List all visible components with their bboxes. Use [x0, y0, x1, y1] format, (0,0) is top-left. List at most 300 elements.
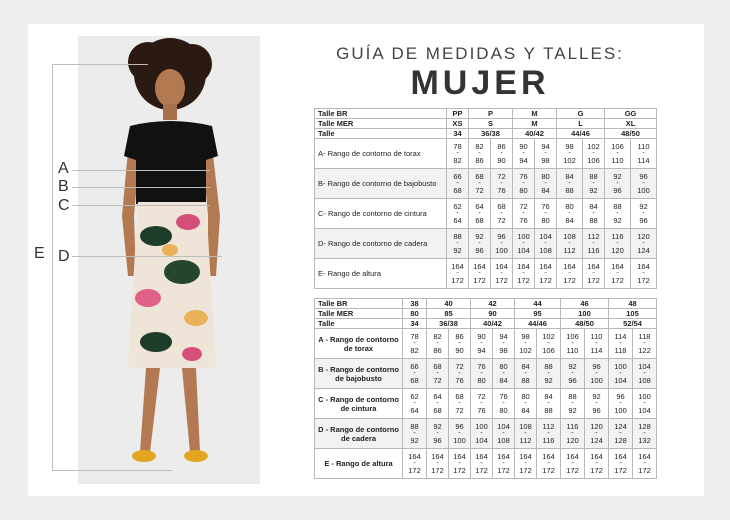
- range-min: 164: [519, 451, 532, 461]
- range-max: 72: [433, 375, 442, 385]
- range-separator: -: [478, 269, 481, 277]
- range-separator: -: [619, 339, 622, 347]
- range-max: 86: [433, 345, 442, 355]
- range-max: 172: [638, 465, 651, 475]
- range-min: 164: [563, 261, 576, 271]
- measure-range-cell: [471, 389, 493, 419]
- measure-range-cell: [609, 329, 633, 359]
- measure-range-cell: [491, 199, 513, 229]
- measure-range-cell: [585, 329, 609, 359]
- measure-row-label: E - Rango de altura: [315, 449, 403, 479]
- size-header-cell: 40/42: [513, 129, 557, 139]
- range-separator: -: [571, 459, 574, 467]
- range-separator: -: [616, 209, 619, 217]
- range-max: 84: [565, 215, 574, 225]
- range-separator: -: [522, 239, 525, 247]
- range-min: 66: [410, 361, 419, 371]
- range-max: 172: [451, 275, 464, 285]
- range-separator: -: [478, 179, 481, 187]
- range-separator: -: [500, 269, 503, 277]
- range-separator: -: [592, 179, 595, 187]
- range-max: 172: [473, 275, 486, 285]
- range-separator: -: [436, 369, 439, 377]
- range-separator: -: [522, 269, 525, 277]
- size-header-cell: 85: [427, 309, 471, 319]
- range-separator: -: [571, 429, 574, 437]
- model-photo: [78, 36, 260, 484]
- range-separator: -: [544, 239, 547, 247]
- measure-range-cell: [557, 139, 583, 169]
- measure-range-cell: [515, 329, 537, 359]
- range-separator: -: [478, 149, 481, 157]
- measure-range-cell: [471, 329, 493, 359]
- measure-range-cell: [561, 419, 585, 449]
- range-min: 96: [592, 361, 601, 371]
- range-max: 112: [519, 435, 532, 445]
- size-header-cell: 36/38: [427, 319, 471, 329]
- range-separator: -: [458, 369, 461, 377]
- range-min: 80: [541, 171, 550, 181]
- measure-row-label: A- Rango de contorno de torax: [315, 139, 447, 169]
- range-min: 84: [589, 201, 598, 211]
- measure-row: [315, 359, 657, 389]
- range-min: 88: [544, 361, 553, 371]
- range-max: 68: [453, 185, 462, 195]
- measure-range-cell: [513, 229, 535, 259]
- measure-range-cell: [427, 359, 449, 389]
- measure-range-cell: [535, 229, 557, 259]
- range-separator: -: [458, 459, 461, 467]
- measure-row: [315, 449, 657, 479]
- range-min: 164: [408, 451, 421, 461]
- measure-range-cell: [449, 329, 471, 359]
- guide-bracket-vertical: [52, 64, 53, 470]
- measure-label-d: D: [58, 248, 70, 265]
- measure-range-cell: [561, 449, 585, 479]
- measure-range-cell: [491, 139, 513, 169]
- range-separator: -: [568, 149, 571, 157]
- size-header-cell: 42: [471, 299, 515, 309]
- range-separator: -: [592, 209, 595, 217]
- header-label: Talle MER: [315, 119, 447, 129]
- size-header-cell: 46: [561, 299, 609, 309]
- range-max: 172: [611, 275, 624, 285]
- range-separator: -: [524, 369, 527, 377]
- measure-range-cell: [585, 449, 609, 479]
- measure-range-cell: [583, 169, 605, 199]
- range-min: 84: [521, 361, 530, 371]
- measure-row: [315, 169, 657, 199]
- range-max: 172: [408, 465, 421, 475]
- measure-range-cell: [633, 419, 657, 449]
- guide-line-c: [72, 205, 210, 206]
- range-max: 96: [592, 405, 601, 415]
- range-max: 100: [590, 375, 603, 385]
- measure-range-cell: [631, 259, 657, 289]
- measure-range-cell: [557, 169, 583, 199]
- range-max: 172: [539, 275, 552, 285]
- range-separator: -: [544, 179, 547, 187]
- measure-label-c: C: [58, 197, 70, 214]
- range-separator: -: [616, 269, 619, 277]
- measure-range-cell: [447, 169, 469, 199]
- size-header-cell: 48: [609, 299, 657, 309]
- range-max: 84: [521, 405, 530, 415]
- range-separator: -: [500, 149, 503, 157]
- range-max: 122: [638, 345, 651, 355]
- range-min: 86: [497, 141, 506, 151]
- range-min: 90: [477, 331, 486, 341]
- range-max: 172: [614, 465, 627, 475]
- range-separator: -: [568, 179, 571, 187]
- guide-bracket-top: [52, 64, 148, 65]
- guide-line-d: [72, 256, 222, 257]
- size-header-cell: 40: [427, 299, 471, 309]
- range-max: 90: [497, 155, 506, 165]
- range-separator: -: [544, 269, 547, 277]
- range-min: 124: [614, 421, 627, 431]
- measure-range-cell: [449, 359, 471, 389]
- range-max: 98: [499, 345, 508, 355]
- range-min: 108: [519, 421, 532, 431]
- size-header-cell: L: [557, 119, 605, 129]
- range-max: 90: [455, 345, 464, 355]
- range-max: 172: [517, 275, 530, 285]
- size-header-cell: 36/38: [469, 129, 513, 139]
- range-separator: -: [413, 459, 416, 467]
- range-max: 96: [568, 375, 577, 385]
- measure-range-cell: [537, 389, 561, 419]
- measure-range-cell: [633, 449, 657, 479]
- range-separator: -: [642, 179, 645, 187]
- header-label: Talle BR: [315, 109, 447, 119]
- range-min: 100: [517, 231, 530, 241]
- range-separator: -: [456, 269, 459, 277]
- range-max: 64: [453, 215, 462, 225]
- measure-range-cell: [403, 449, 427, 479]
- range-min: 164: [473, 261, 486, 271]
- measure-range-cell: [535, 169, 557, 199]
- size-header-cell: 52/54: [609, 319, 657, 329]
- measure-range-cell: [631, 229, 657, 259]
- guide-line-a: [72, 170, 210, 171]
- measure-range-cell: [469, 199, 491, 229]
- range-max: 76: [519, 215, 528, 225]
- range-min: 84: [544, 391, 553, 401]
- range-max: 172: [566, 465, 579, 475]
- range-min: 98: [565, 141, 574, 151]
- range-min: 96: [616, 391, 625, 401]
- range-max: 172: [431, 465, 444, 475]
- size-header-cell: 48/50: [561, 319, 609, 329]
- measure-range-cell: [633, 389, 657, 419]
- range-min: 102: [542, 331, 555, 341]
- measure-row: [315, 419, 657, 449]
- range-min: 88: [453, 231, 462, 241]
- range-min: 62: [453, 201, 462, 211]
- range-separator: -: [592, 239, 595, 247]
- range-max: 88: [521, 375, 530, 385]
- range-max: 172: [563, 275, 576, 285]
- range-separator: -: [619, 399, 622, 407]
- range-min: 106: [611, 141, 624, 151]
- range-min: 128: [638, 421, 651, 431]
- range-max: 80: [541, 215, 550, 225]
- range-min: 164: [451, 261, 464, 271]
- measure-range-cell: [557, 259, 583, 289]
- range-min: 78: [453, 141, 462, 151]
- measure-row: [315, 259, 657, 289]
- size-header-cell: M: [513, 109, 557, 119]
- measure-range-cell: [605, 229, 631, 259]
- measure-row-label: E- Rango de altura: [315, 259, 447, 289]
- range-separator: -: [502, 369, 505, 377]
- range-max: 172: [519, 465, 532, 475]
- measure-range-cell: [537, 359, 561, 389]
- range-max: 80: [519, 185, 528, 195]
- measure-range-cell: [491, 169, 513, 199]
- measure-range-cell: [449, 449, 471, 479]
- range-separator: -: [480, 339, 483, 347]
- range-min: 88: [589, 171, 598, 181]
- range-separator: -: [642, 209, 645, 217]
- measure-range-cell: [493, 329, 515, 359]
- range-max: 86: [475, 155, 484, 165]
- measure-range-cell: [427, 329, 449, 359]
- range-max: 172: [453, 465, 466, 475]
- range-min: 64: [475, 201, 484, 211]
- range-max: 172: [497, 465, 510, 475]
- range-min: 88: [410, 421, 419, 431]
- header-row-talle: [315, 319, 657, 329]
- range-min: 114: [614, 331, 627, 341]
- range-min: 88: [613, 201, 622, 211]
- measure-range-cell: [605, 199, 631, 229]
- range-separator: -: [643, 459, 646, 467]
- range-max: 100: [453, 435, 466, 445]
- range-min: 76: [541, 201, 550, 211]
- range-separator: -: [642, 239, 645, 247]
- range-min: 62: [410, 391, 419, 401]
- range-min: 80: [565, 201, 574, 211]
- range-min: 92: [613, 171, 622, 181]
- range-max: 116: [587, 245, 600, 255]
- range-max: 84: [499, 375, 508, 385]
- measure-range-cell: [403, 359, 427, 389]
- measure-range-cell: [403, 419, 427, 449]
- range-max: 104: [517, 245, 530, 255]
- range-separator: -: [458, 399, 461, 407]
- range-separator: -: [595, 399, 598, 407]
- measure-range-cell: [469, 169, 491, 199]
- measure-row-label: B - Rango de contorno de bajobusto: [315, 359, 403, 389]
- range-separator: -: [436, 339, 439, 347]
- size-header-cell: 95: [515, 309, 561, 319]
- range-max: 84: [541, 185, 550, 195]
- measure-row-label: A - Rango de contorno de torax: [315, 329, 403, 359]
- range-min: 90: [519, 141, 528, 151]
- range-separator: -: [522, 179, 525, 187]
- measure-range-cell: [537, 449, 561, 479]
- header-label: Talle MER: [315, 309, 403, 319]
- range-max: 72: [497, 215, 506, 225]
- range-min: 96: [639, 171, 648, 181]
- measure-range-cell: [609, 419, 633, 449]
- range-separator: -: [436, 429, 439, 437]
- header-row-br: [315, 299, 657, 309]
- range-max: 92: [544, 375, 553, 385]
- measure-range-cell: [447, 139, 469, 169]
- range-max: 172: [475, 465, 488, 475]
- range-min: 110: [637, 141, 650, 151]
- range-separator: -: [456, 149, 459, 157]
- range-max: 92: [613, 215, 622, 225]
- range-max: 80: [477, 375, 486, 385]
- measure-range-cell: [515, 419, 537, 449]
- range-min: 72: [519, 201, 528, 211]
- range-separator: -: [522, 149, 525, 157]
- measure-row: [315, 139, 657, 169]
- range-max: 124: [637, 245, 650, 255]
- range-separator: -: [502, 459, 505, 467]
- measure-range-cell: [449, 389, 471, 419]
- measure-range-cell: [471, 449, 493, 479]
- range-separator: -: [642, 269, 645, 277]
- range-separator: -: [616, 239, 619, 247]
- range-min: 80: [499, 361, 508, 371]
- range-min: 96: [497, 231, 506, 241]
- range-separator: -: [619, 429, 622, 437]
- range-min: 164: [431, 451, 444, 461]
- measure-range-cell: [447, 229, 469, 259]
- range-max: 116: [542, 435, 555, 445]
- header-row-mer: [315, 309, 657, 319]
- range-min: 104: [497, 421, 510, 431]
- range-max: 100: [614, 405, 627, 415]
- measure-range-cell: [449, 419, 471, 449]
- range-max: 80: [499, 405, 508, 415]
- measure-range-cell: [493, 389, 515, 419]
- range-separator: -: [524, 459, 527, 467]
- range-separator: -: [547, 429, 550, 437]
- range-max: 112: [563, 245, 576, 255]
- measure-range-cell: [491, 259, 513, 289]
- range-max: 118: [614, 345, 627, 355]
- range-max: 124: [590, 435, 603, 445]
- measure-range-cell: [605, 139, 631, 169]
- size-header-cell: 44/46: [557, 129, 605, 139]
- range-max: 110: [611, 155, 624, 165]
- range-min: 82: [433, 331, 442, 341]
- range-min: 72: [455, 361, 464, 371]
- range-min: 76: [477, 361, 486, 371]
- range-max: 100: [495, 245, 508, 255]
- size-header-cell: G: [557, 109, 605, 119]
- header-label: Talle: [315, 319, 403, 329]
- range-min: 68: [433, 361, 442, 371]
- range-separator: -: [500, 239, 503, 247]
- measure-range-cell: [561, 389, 585, 419]
- range-max: 68: [433, 405, 442, 415]
- range-min: 102: [587, 141, 600, 151]
- model-illustration: [78, 36, 260, 484]
- size-header-cell: 34: [403, 319, 427, 329]
- measure-range-cell: [585, 359, 609, 389]
- range-max: 108: [638, 375, 651, 385]
- range-max: 68: [475, 215, 484, 225]
- size-header-cell: 34: [447, 129, 469, 139]
- measure-range-cell: [469, 139, 491, 169]
- range-max: 108: [497, 435, 510, 445]
- range-min: 84: [565, 171, 574, 181]
- measure-range-cell: [561, 329, 585, 359]
- header-label: Talle BR: [315, 299, 403, 309]
- range-min: 110: [590, 331, 603, 341]
- range-min: 104: [638, 361, 651, 371]
- range-min: 164: [590, 451, 603, 461]
- range-min: 68: [455, 391, 464, 401]
- range-max: 82: [410, 345, 419, 355]
- measure-row: [315, 199, 657, 229]
- measure-range-cell: [535, 199, 557, 229]
- range-separator: -: [643, 399, 646, 407]
- range-min: 164: [566, 451, 579, 461]
- range-separator: -: [502, 399, 505, 407]
- range-separator: -: [524, 429, 527, 437]
- measure-label-a: A: [58, 160, 69, 177]
- range-min: 164: [611, 261, 624, 271]
- size-header-cell: XS: [447, 119, 469, 129]
- guide-bracket-bottom: [52, 470, 172, 471]
- range-min: 112: [587, 231, 600, 241]
- range-separator: -: [413, 369, 416, 377]
- range-min: 164: [497, 451, 510, 461]
- range-max: 100: [637, 185, 650, 195]
- range-separator: -: [500, 179, 503, 187]
- range-min: 82: [475, 141, 484, 151]
- range-separator: -: [413, 429, 416, 437]
- measure-range-cell: [447, 199, 469, 229]
- range-min: 164: [453, 451, 466, 461]
- range-separator: -: [458, 429, 461, 437]
- range-separator: -: [595, 429, 598, 437]
- measure-range-cell: [427, 419, 449, 449]
- range-min: 92: [592, 391, 601, 401]
- measure-range-cell: [583, 139, 605, 169]
- range-separator: -: [568, 239, 571, 247]
- range-max: 88: [565, 185, 574, 195]
- range-max: 96: [613, 185, 622, 195]
- range-max: 108: [539, 245, 552, 255]
- range-min: 164: [587, 261, 600, 271]
- header-row-talle: [315, 129, 657, 139]
- size-table-1: [314, 108, 657, 289]
- measure-range-cell: [447, 259, 469, 289]
- range-min: 68: [497, 201, 506, 211]
- measure-range-cell: [609, 449, 633, 479]
- range-separator: -: [502, 429, 505, 437]
- range-min: 94: [499, 331, 508, 341]
- range-max: 92: [410, 435, 419, 445]
- range-separator: -: [456, 239, 459, 247]
- measure-range-cell: [631, 169, 657, 199]
- range-separator: -: [568, 269, 571, 277]
- range-max: 114: [637, 155, 650, 165]
- measure-range-cell: [633, 359, 657, 389]
- measure-range-cell: [469, 229, 491, 259]
- range-max: 114: [590, 345, 603, 355]
- range-min: 68: [475, 171, 484, 181]
